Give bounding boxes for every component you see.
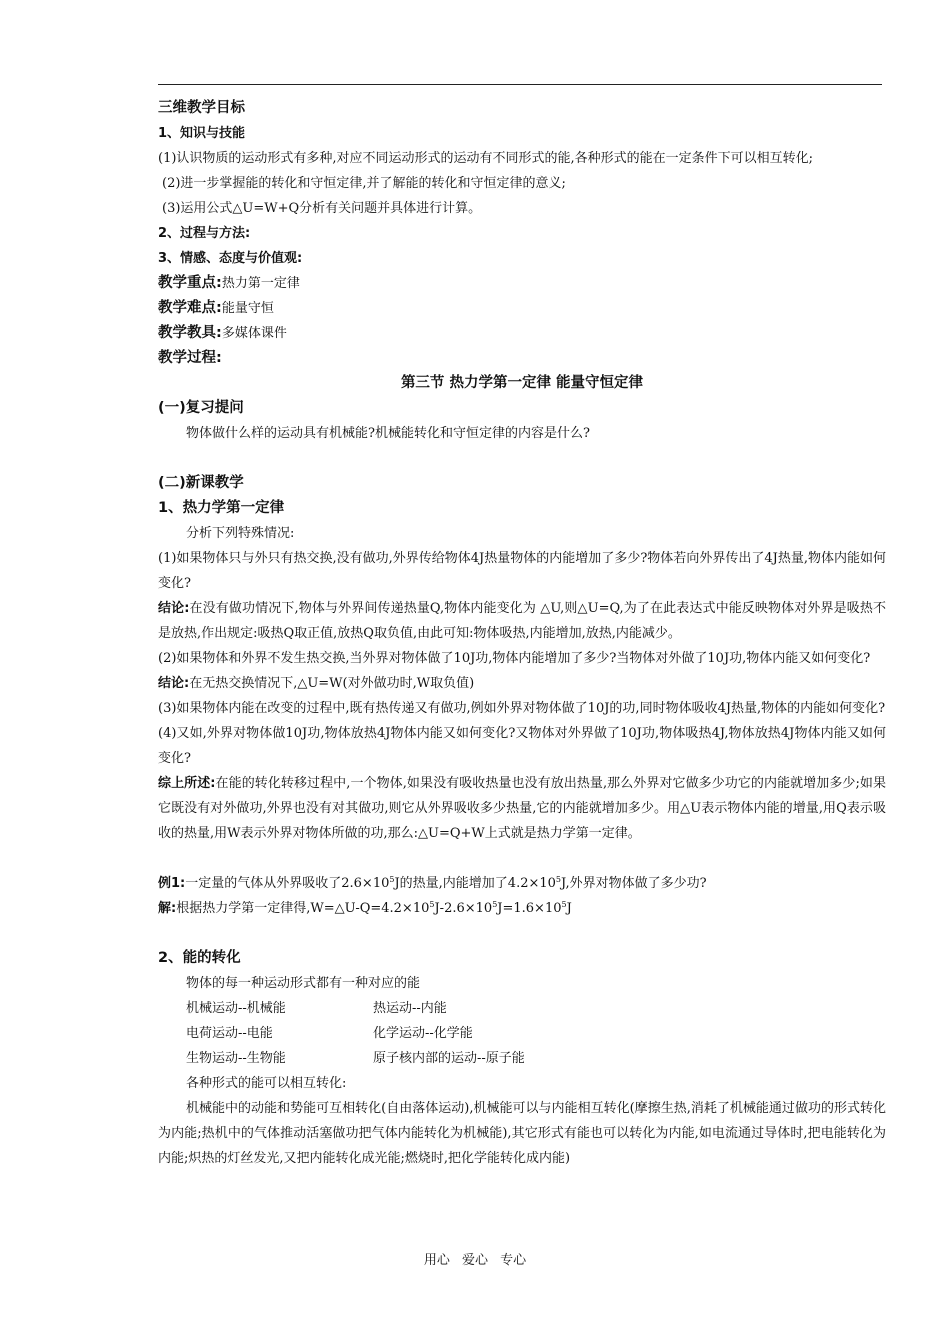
question-3: (3)如果物体内能在改变的过程中,既有热传递又有做功,例如外界对物体做了10J的功,同时物体吸收4J热量,物体的内能如何变化?	[158, 701, 886, 716]
conclusion-2	[158, 671, 886, 696]
knowledge-item-2: (2)进一步掌握能的转化和守恒定律,并了解能的转化和守恒定律的意义;	[162, 176, 566, 191]
knowledge-item-1: (1)认识物质的运动形式有多种,对应不同运动形式的运动有不同形式的能,各种形式的能在一定条件下可以相互转化;	[158, 151, 814, 166]
tools-label: 教学教具:	[158, 325, 222, 341]
summary	[158, 771, 886, 846]
section1-heading: 1、热力学第一定律	[158, 500, 285, 516]
solution-1: 解:根据热力学第一定律得$,W=\triangle U-Q=4.2\times 10^5J-2.6\times 10^5J=1.6\times 10^5J$	[158, 900, 572, 916]
document-body	[158, 96, 886, 1171]
conversion-paragraph: 机械能中的动能和势能可互相转化(自由落体运动),机械能可以与内能相互转化(摩擦生热,消耗了机械能通过做功的形式转化为内能;热机中的气体推动活塞做功把气体内能转化为机械能),其它形式有能也可以转化为内能,如电流通过导体时,把电能转化为内能;炽热的灯丝发光,又把内能转化成光能;燃烧时,把化学能转化成内能)	[158, 1101, 886, 1166]
new-lesson-heading: (二)新课教学	[158, 475, 244, 491]
energy-pair-row: 生物运动--生物能 原子核内部的运动--原子能	[186, 1051, 525, 1066]
process-method-title: 2、过程与方法:	[158, 226, 251, 241]
process-label: 教学过程:	[158, 350, 222, 366]
lesson-title: 第三节 热力学第一定律 能量守恒定律	[400, 375, 644, 391]
review-question: 物体做什么样的运动具有机械能?机械能转化和守恒定律的内容是什么?	[186, 426, 590, 441]
focus-label: 教学重点:	[158, 275, 222, 291]
difficulty-label: 教学难点:	[158, 300, 222, 316]
knowledge-item-3: (3)运用公式△U=W+Q分析有关问题并具体进行计算。	[162, 201, 482, 216]
solution-label: 解:	[158, 901, 177, 916]
conclusion-2-text: 在无热交换情况下,△U=W(对外做功时,W取负值)	[189, 676, 475, 691]
knowledge-title: 1、知识与技能	[158, 126, 246, 141]
summary-label: 综上所述:	[158, 776, 216, 791]
difficulty-value: 能量守恒	[221, 301, 274, 316]
section2-intro: 物体的每一种运动形式都有一种对应的能	[186, 976, 421, 991]
energy-pair-row: 电荷运动--电能 化学运动--化学能	[186, 1026, 473, 1041]
conclusion-1	[158, 596, 886, 646]
page-footer: 用心 爱心 专心	[423, 1253, 527, 1268]
goals-title: 三维教学目标	[158, 100, 245, 116]
example-label: 例1:	[158, 876, 186, 891]
energy-pair-row: 机械运动--机械能 热运动--内能	[186, 1001, 447, 1016]
conclusion-1-label: 结论:	[158, 601, 190, 616]
section2-heading: 2、能的转化	[158, 950, 241, 966]
values-title: 3、情感、态度与价值观:	[158, 251, 303, 266]
header-rule	[158, 84, 882, 85]
conclusion-1-text: 在没有做功情况下,物体与外界间传递热量Q,物体内能变化为 △U,则△U=Q,为了在此表达式中能反映物体对外界是吸热不是放热,作出规定:吸热Q取正值,放热Q取负值,由此可知:物体吸热,内能增加,放热,内能减少。	[158, 601, 886, 641]
focus-value: 热力第一定律	[221, 276, 300, 291]
analysis-intro: 分析下列特殊情况:	[186, 526, 295, 541]
conclusion-2-label: 结论:	[158, 676, 190, 691]
review-heading: (一)复习提问	[158, 400, 244, 416]
teaching-tools	[158, 321, 886, 346]
tools-value: 多媒体课件	[221, 326, 287, 341]
summary-text: 在能的转化转移过程中,一个物体,如果没有吸收热量也没有放出热量,那么外界对它做多少功它的内能就增加多少;如果它既没有对外做功,外界也没有对其做功,则它从外界吸收多少热量,它的内能就增加多少。用△U表示物体内能的增量,用Q表示吸收的热量,用W表示外界对物体所做的功,那么:△U=Q+W上式就是热力学第一定律。	[158, 776, 887, 841]
question-4: (4)又如,外界对物体做10J功,物体放热4J物体内能又如何变化?又物体对外界做了10J功,物体吸热4J,物体放热4J物体内能又如何变化?	[158, 726, 886, 766]
example-1: 例1:一定量的气体从外界吸收了$2.6\times 10^5J$的热量,内能增加了$4.2\times 10^5J$,外界对物体做了多少功?	[158, 875, 707, 891]
teaching-difficulty	[158, 296, 886, 321]
mutual-conversion: 各种形式的能可以相互转化:	[186, 1076, 347, 1091]
teaching-focus	[158, 271, 886, 296]
question-1: (1)如果物体只与外只有热交换,没有做功,外界传给物体4J热量物体的内能增加了多少?物体若向外界传出了4J热量,物体内能如何变化?	[158, 551, 886, 591]
question-2: (2)如果物体和外界不发生热交换,当外界对物体做了10J功,物体内能增加了多少?当物体对外做了10J功,物体内能又如何变化?	[158, 651, 871, 666]
